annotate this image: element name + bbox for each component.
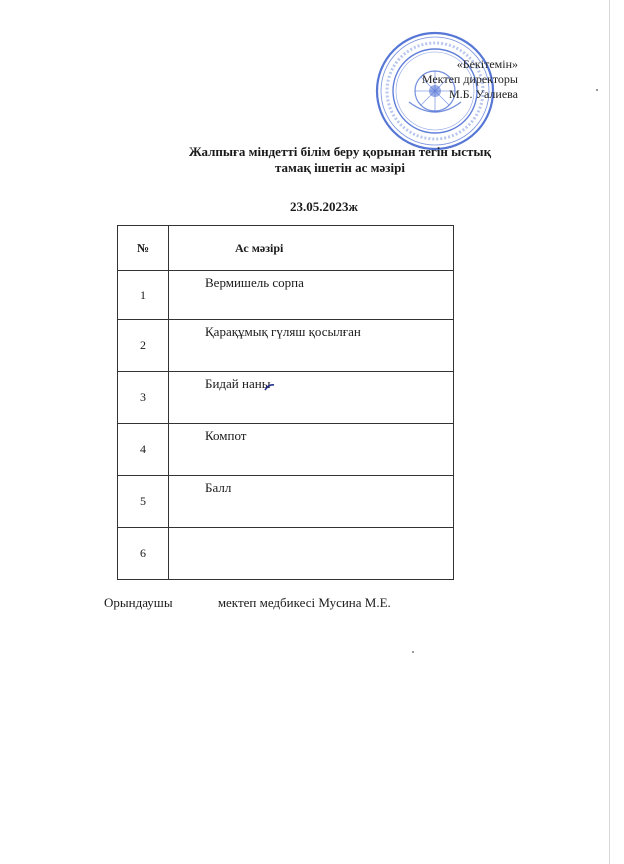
pen-mark <box>264 383 276 391</box>
row-dish: Қарақұмық гүляш қосылған <box>169 320 454 372</box>
table-row <box>118 476 454 528</box>
scan-speck <box>412 651 414 653</box>
row-num: 6 <box>118 528 169 580</box>
document-title <box>140 144 540 176</box>
row-num: 2 <box>118 320 169 372</box>
approval-name: М.Б. Уалиева <box>448 87 518 101</box>
row-dish <box>169 528 454 580</box>
signature-line <box>104 595 391 611</box>
table-row <box>118 528 454 580</box>
row-dish: Балл <box>169 476 454 528</box>
table-row <box>118 320 454 372</box>
title-line-1: Жалпыға міндетті білім беру қорынан тегін ыстық <box>188 144 492 159</box>
scan-speck <box>596 89 598 91</box>
row-num: 5 <box>118 476 169 528</box>
row-dish: Бидай наны <box>169 372 454 424</box>
executor-label: Орындаушы <box>104 595 173 610</box>
table-row <box>118 424 454 476</box>
executor-role: мектеп медбикесі Мусина М.Е. <box>217 595 391 610</box>
title-line-2: тамақ ішетін ас мәзірі <box>275 160 405 175</box>
row-dish: Компот <box>169 424 454 476</box>
row-num: 4 <box>118 424 169 476</box>
header-dish: Ас мәзірі <box>169 226 454 271</box>
table-header-row <box>118 226 454 271</box>
menu-table <box>117 225 454 580</box>
row-num: 1 <box>118 271 169 320</box>
row-num: 3 <box>118 372 169 424</box>
header-num: № <box>118 226 169 271</box>
document-date: 23.05.2023ж <box>290 199 358 214</box>
approval-heading: «Бекітемін» <box>456 57 518 71</box>
scan-edge-line <box>609 0 610 864</box>
approval-block <box>422 57 518 102</box>
table-row <box>118 372 454 424</box>
approval-position: Мектеп директоры <box>421 72 518 86</box>
table-row <box>118 271 454 320</box>
row-dish: Вермишель сорпа <box>169 271 454 320</box>
